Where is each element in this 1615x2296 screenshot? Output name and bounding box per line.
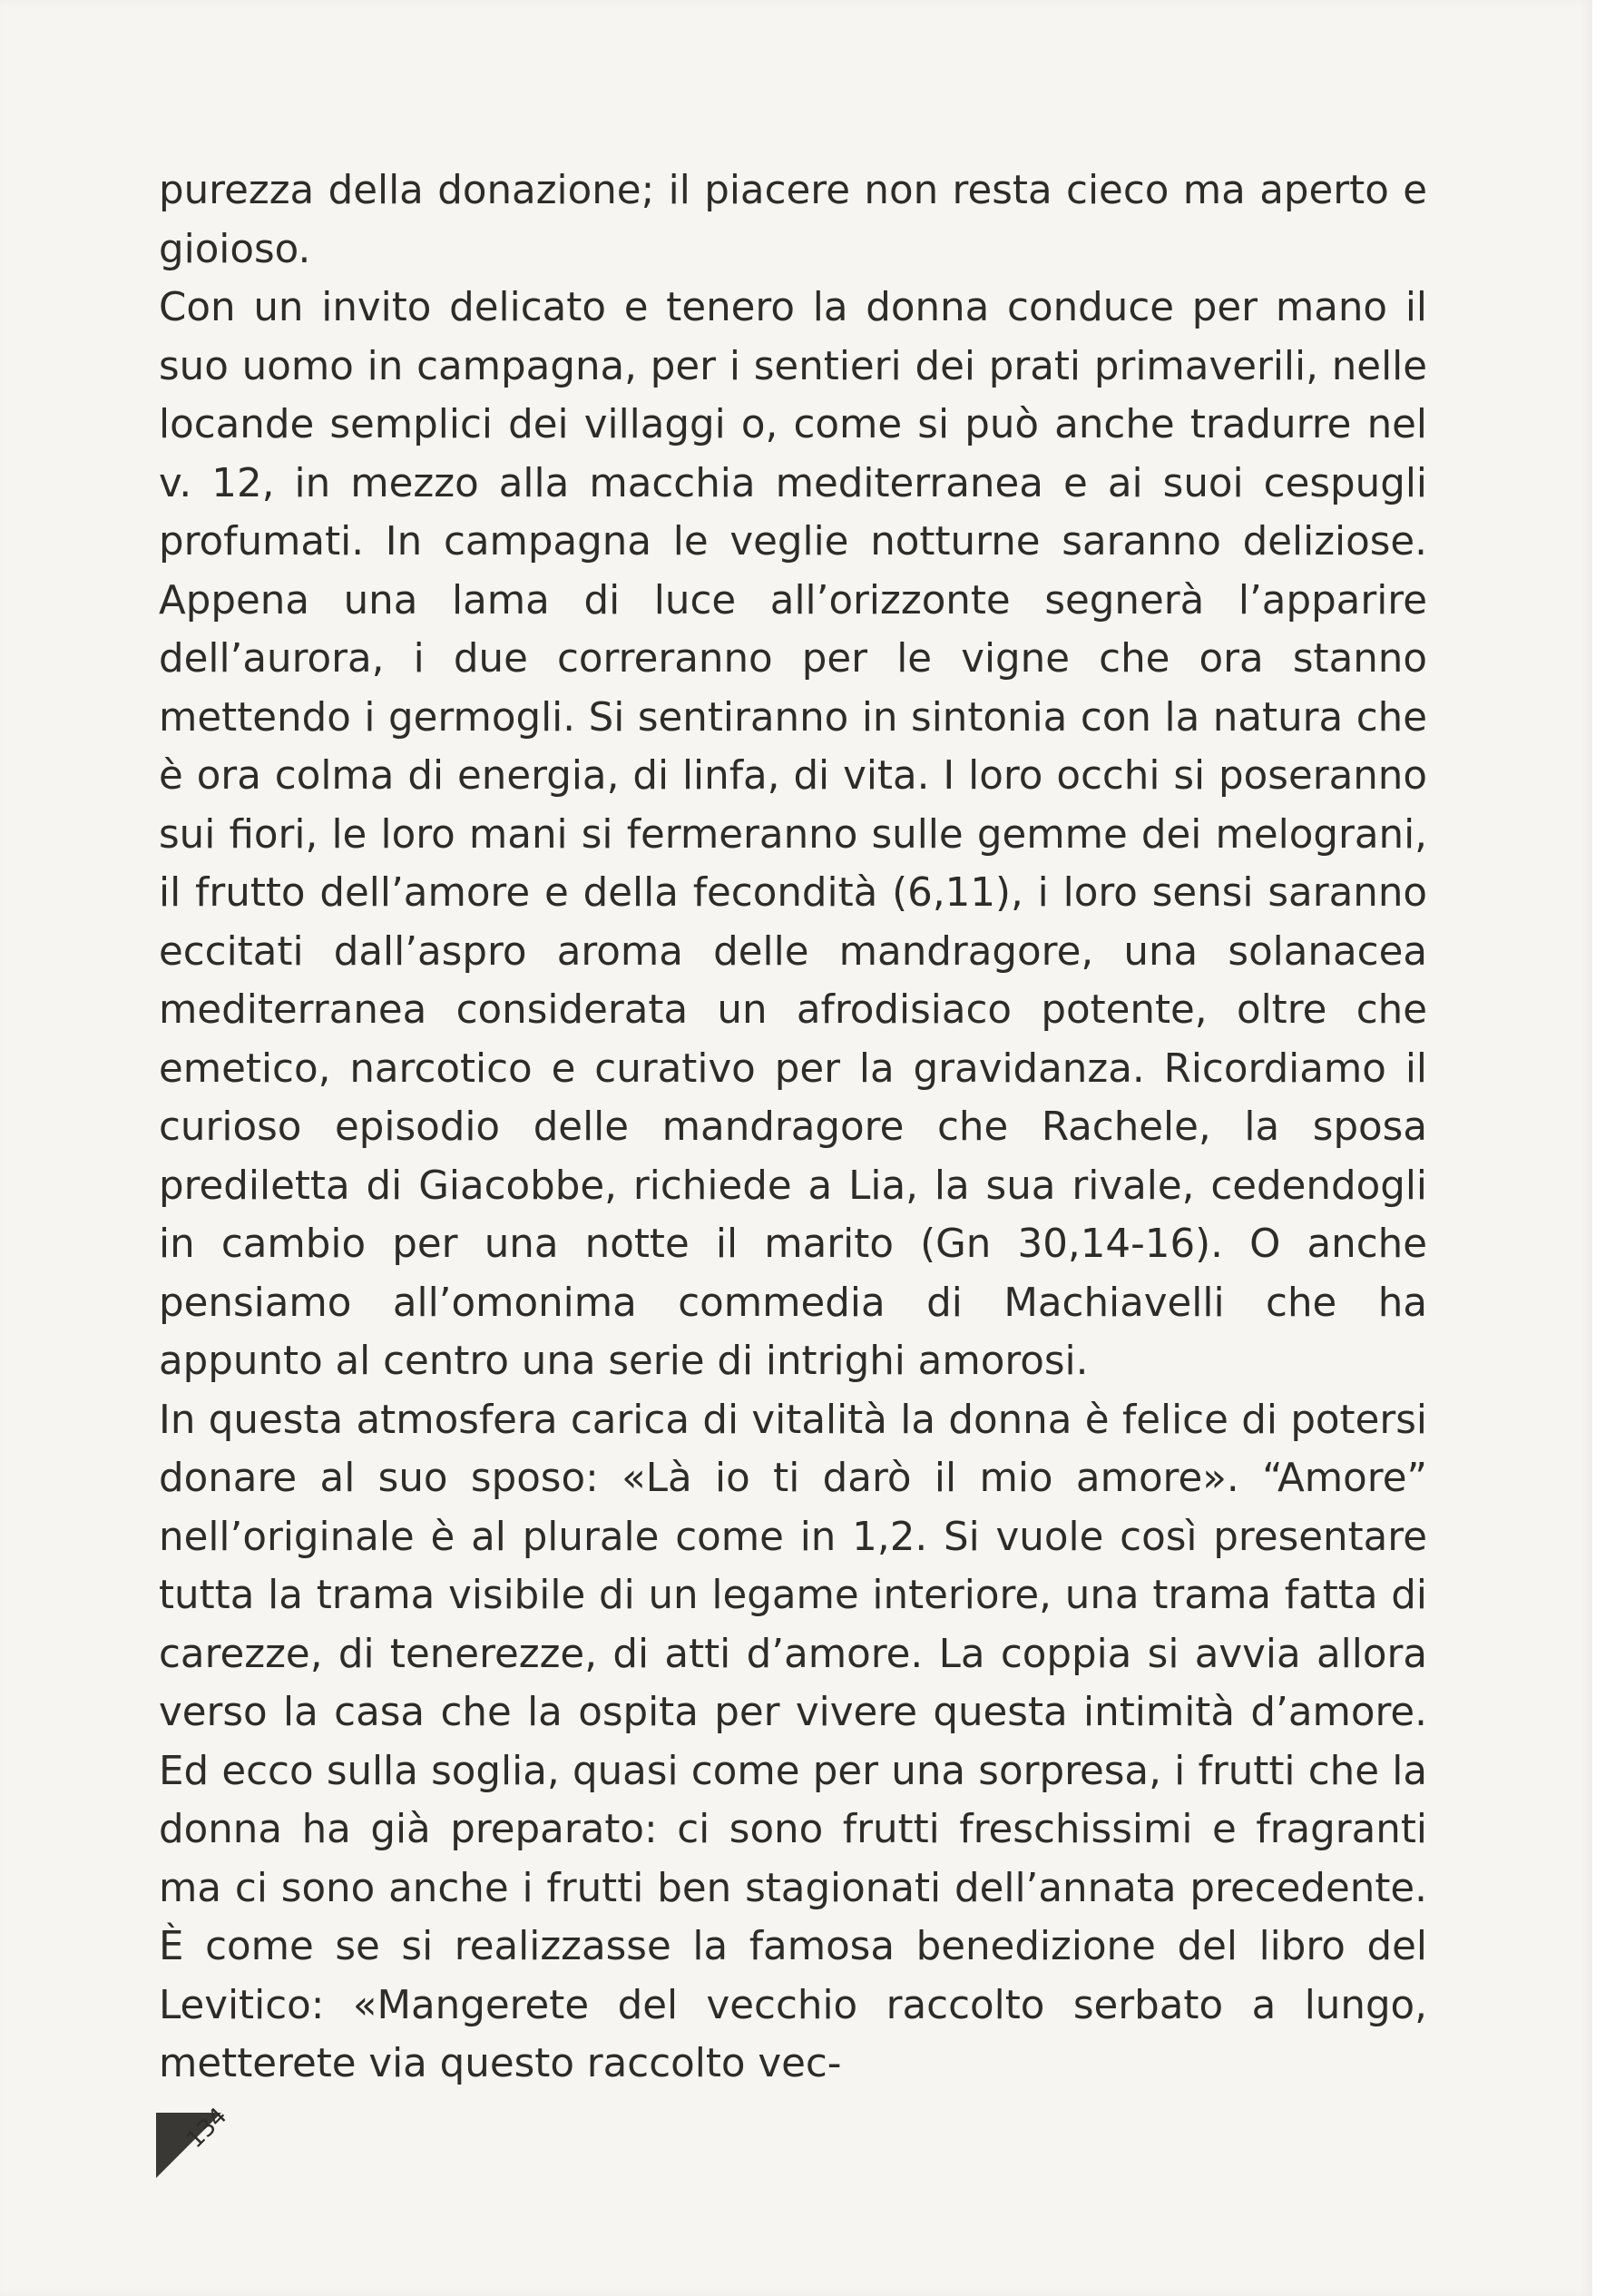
folio <box>156 2102 242 2194</box>
page-edge <box>1592 0 1615 2296</box>
paragraph-3: In questa atmosfera carica di vitalità la donna è felice di potersi donare al suo sposo: «Là io ti darò il mio amore». “Amore” nell’originale è al plurale come in 1,2. Si vuole così presentare tutta la trama visibile di un legame interiore, una trama fatta di carezze, di tenerezze, di atti d’amore. La coppia si avvia allora verso la casa che la ospita per vivere questa intimità d’amore. Ed ecco sulla soglia, quasi come per una sorpresa, i frutti che la donna ha già preparato: ci sono frutti freschissimi e fragranti ma ci sono anche i frutti ben stagionati dell’annata precedente. È come se si realizzasse la famosa benedizione del libro del Levitico: «Mangerete del vecchio raccolto serbato a lungo, metterete via questo raccolto vec- <box>159 1397 1427 2086</box>
page-number: 134 <box>181 2102 233 2154</box>
body-text <box>159 162 1427 2094</box>
paragraph-1: purezza della donazione; il piacere non resta cieco ma aperto e gioioso. <box>159 168 1427 272</box>
paragraph-2: Con un invito delicato e tenero la donna conduce per mano il suo uomo in campagna, per i sentieri dei prati primaverili, nelle locande semplici dei villaggi o, come si può anche tradurre nel v. 12, in mezzo alla macchia mediterranea e ai suoi cespugli profumati. In campagna le veglie notturne saranno deliziose. Appena una lama di luce all’orizzonte segnerà l’apparire dell’aurora, i due correranno per le vigne che ora stanno mettendo i germogli. Si sentiranno in sintonia con la natura che è ora colma di energia, di linfa, di vita. I loro occhi si poseranno sui fiori, le loro mani si fermeranno sulle gemme dei melograni, il frutto dell’amore e della fecondità (6,11), i loro sensi saranno eccitati dall’aspro aroma delle mandragore, una solanacea mediterranea considerata un afrodisiaco potente, oltre che emetico, narcotico e curativo per la gravidanza. Ricordiamo il curioso episodio delle mandragore che Rachele, la sposa prediletta di Giacobbe, richiede a Lia, la sua rivale, cedendogli in cambio per una notte il marito (Gn 30,14-16). O anche pensiamo all’omonima commedia di Machiavelli che ha appunto al centro una serie di intrighi amorosi. <box>159 285 1427 1384</box>
